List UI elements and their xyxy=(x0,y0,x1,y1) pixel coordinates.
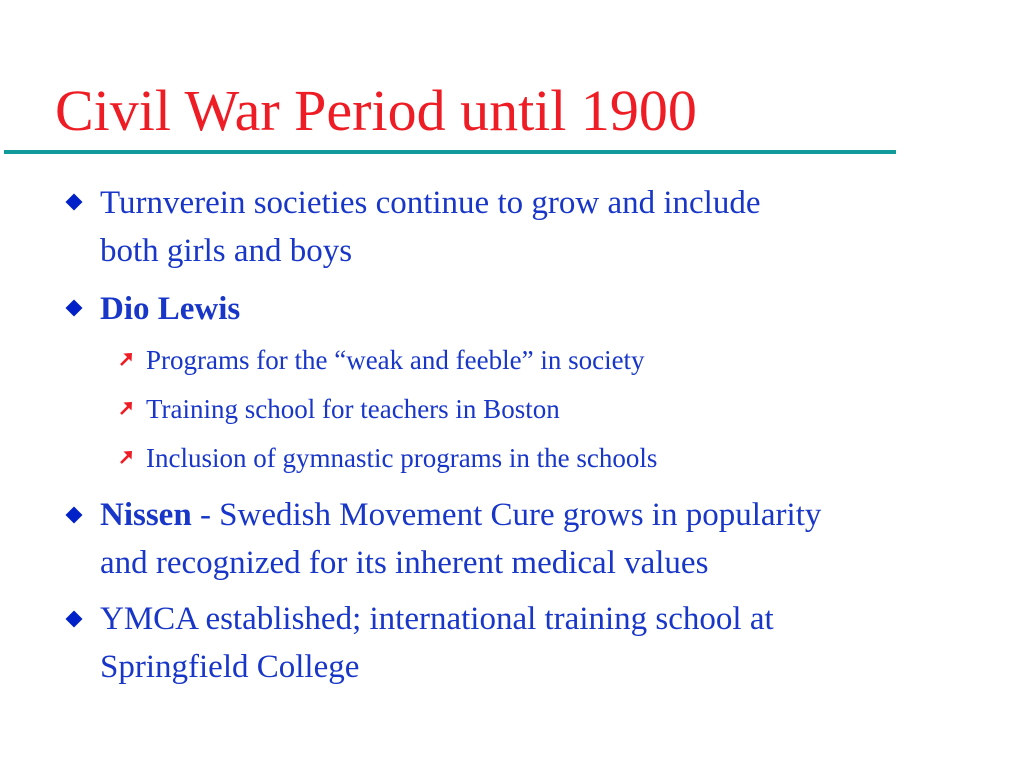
sub-bullet-text: Training school for teachers in Boston xyxy=(146,394,560,424)
sub-bullet-text: Inclusion of gymnastic programs in the schools xyxy=(146,443,658,473)
slide-title: Civil War Period until 1900 xyxy=(55,78,697,143)
bullet-line: and recognized for its inherent medical values xyxy=(100,545,709,581)
diamond-icon xyxy=(66,194,83,211)
bullet-text xyxy=(100,491,821,587)
bullet-line: Springfield College xyxy=(100,649,360,685)
arrow-up-right-icon xyxy=(116,398,136,418)
bullet-line: both girls and boys xyxy=(100,233,353,269)
bullet-text xyxy=(100,285,240,333)
title-divider xyxy=(4,150,896,154)
bullet-line: Turnverein societies continue to grow and include xyxy=(100,185,761,221)
arrow-up-right-icon xyxy=(116,447,136,467)
bullet-bold-name: Dio Lewis xyxy=(100,291,241,327)
diamond-icon xyxy=(66,507,83,524)
diamond-icon xyxy=(66,300,83,317)
bullet-line xyxy=(100,491,821,539)
bullet-bold-name: Nissen xyxy=(100,497,192,533)
diamond-icon xyxy=(66,611,83,628)
arrow-up-right-icon xyxy=(116,349,136,369)
bullet-text xyxy=(100,179,760,275)
bullet-text xyxy=(100,595,774,691)
bullet-line: YMCA established; international training school at xyxy=(100,601,774,637)
bullet-line-rest: - Swedish Movement Cure grows in popularity xyxy=(191,497,822,533)
sub-bullet-text: Programs for the “weak and feeble” in society xyxy=(146,345,645,375)
